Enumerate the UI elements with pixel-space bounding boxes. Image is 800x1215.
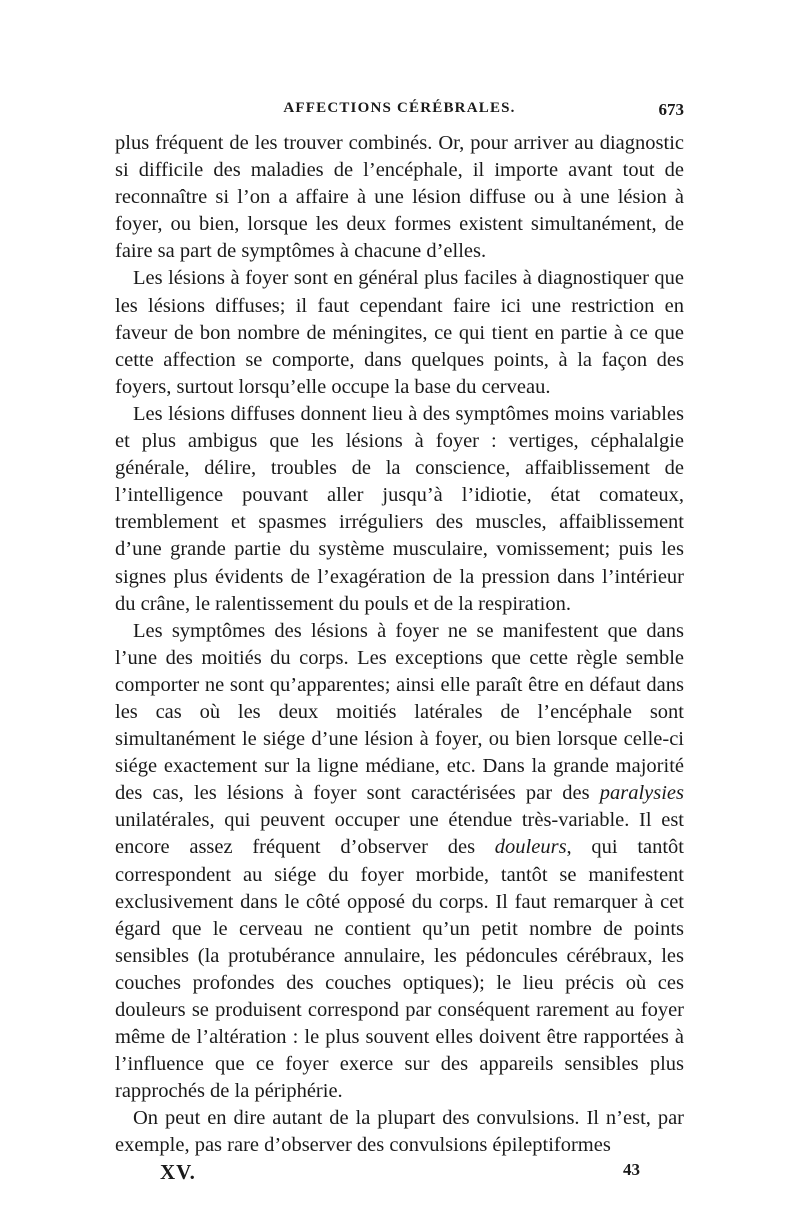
paragraph bbox=[115, 401, 684, 618]
text-run: On peut en dire autant de la plupart des convulsions. Il n’est, par exemple, pas rare d’observer des convulsions épileptiformes bbox=[115, 1107, 684, 1157]
body-text bbox=[115, 130, 684, 1160]
text-run: plus fréquent de les trouver combinés. Or, pour arriver au diagnostic si difficile des maladies de l’encéphale, il importe avant tout de reconnaître si l’on a affaire à une lésion diffuse ou à une lésion à foyer, ou bien, lorsque les deux formes existent simultanément, de faire sa part de symptômes à chacune d’elles. bbox=[115, 132, 684, 263]
paragraph bbox=[115, 265, 684, 400]
paragraph bbox=[115, 618, 684, 1106]
paragraph bbox=[115, 130, 684, 265]
paragraph bbox=[115, 1105, 684, 1159]
text-run: Les symptômes des lésions à foyer ne se manifestent que dans l’une des moitiés du corps. Les exceptions que cette règle semble comporter ne sont qu’apparentes; ainsi elle paraît être en défaut dans les cas où les deux moitiés latérales de l’encéphale sont simultanément le siége d’une lésion à foyer, ou bien lorsque celle-ci siége exactement sur la ligne médiane, etc. Dans la grande majorité des cas, les lésions à foyer sont caractérisées par des bbox=[115, 619, 684, 805]
running-title: AFFECTIONS CÉRÉBRALES. bbox=[283, 100, 516, 116]
italic-term: douleurs bbox=[494, 836, 567, 859]
text-run: , qui tantôt correspondent au siége du foyer morbide, tantôt se manifestent exclusivement dans le côté opposé du corps. Il faut remarquer à cet égard que le cerveau ne contient qu’un petit nombre de points sensibles (la protubérance annulaire, les pédoncules cérébraux, les couches profondes des couches optiques); le lieu précis où ces douleurs se produisent correspond par conséquent rarement au foyer même de l’altération : le plus souvent elles doivent être rapportées à l’influence que ce foyer exerce sur des appareils sensibles plus rapprochés de la périphérie. bbox=[115, 836, 685, 1103]
page-number: 673 bbox=[658, 100, 684, 119]
text-run: unilatérales, qui peuvent occuper une étendue très-variable. Il est encore assez fréquent d’observer des bbox=[115, 809, 684, 859]
running-head bbox=[115, 100, 684, 124]
text-run: Les lésions à foyer sont en général plus faciles à diagnostiquer que les lésions diffuses; il faut cependant faire ici une restriction en faveur de bon nombre de méningites, ce qui tient en partie à ce que cette affection se comporte, dans quelques points, à la façon des foyers, surtout lorsqu’elle occupe la base du cerveau. bbox=[115, 267, 684, 398]
text-run: Les lésions diffuses donnent lieu à des symptômes moins variables et plus ambigus que les lésions à foyer : vertiges, céphalalgie générale, délire, troubles de la conscience, affaiblissement de l’intelligence pouvant aller jusqu’à l’idiotie, état comateux, tremblement et spasmes irréguliers des muscles, affaiblissement d’une grande partie du système musculaire, vomissement; puis les signes plus évidents de l’exagération de la pression dans l’intérieur du crâne, le ralentissement du pouls et de la respiration. bbox=[115, 402, 684, 615]
page-footer bbox=[160, 1160, 640, 1186]
sheet-number: 43 bbox=[623, 1160, 640, 1179]
italic-term: paralysies bbox=[599, 782, 684, 805]
signature-mark: XV. bbox=[160, 1160, 196, 1184]
